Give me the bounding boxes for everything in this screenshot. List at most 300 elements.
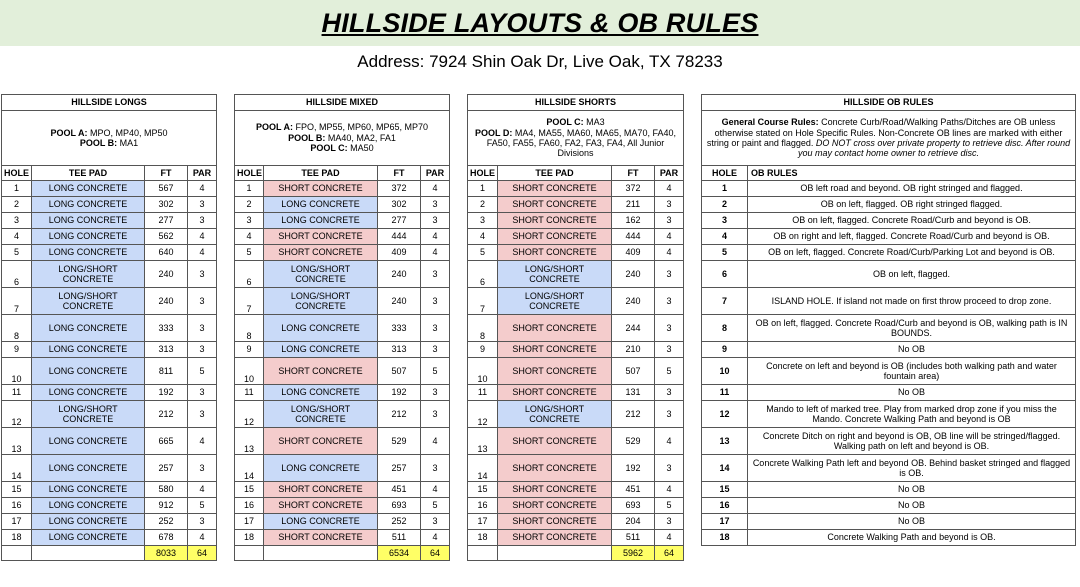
- tee-pad: SHORT CONCRETE: [498, 342, 612, 358]
- par-value: 3: [655, 288, 684, 315]
- hole-number: 8: [468, 315, 498, 342]
- table-row: [2, 245, 217, 261]
- par-value: 3: [655, 514, 684, 530]
- ob-rule: No OB: [748, 385, 1076, 401]
- distance-ft: 640: [145, 245, 188, 261]
- par-value: 4: [655, 229, 684, 245]
- table-row: [468, 482, 684, 498]
- tee-pad: SHORT CONCRETE: [498, 530, 612, 546]
- table-row: [468, 181, 684, 197]
- par-value: 3: [421, 514, 450, 530]
- table-row: [235, 288, 450, 315]
- tee-pad: LONG/SHORT CONCRETE: [498, 288, 612, 315]
- pool-line: [237, 143, 447, 153]
- table-row: [468, 401, 684, 428]
- ob-rule: OB on left, flagged. OB right stringed flagged.: [748, 197, 1076, 213]
- distance-ft: 912: [145, 498, 188, 514]
- pool-divisions: FPO, MP55, MP60, MP65, MP70: [292, 122, 429, 133]
- par-value: 3: [655, 385, 684, 401]
- pool-divisions: MPO, MP40, MP50: [87, 127, 168, 138]
- hole-number: 8: [235, 315, 264, 342]
- hole-number: 14: [2, 455, 32, 482]
- pool-line: [4, 138, 214, 148]
- tee-pad: SHORT CONCRETE: [498, 358, 612, 385]
- hole-number: 17: [235, 514, 264, 530]
- ob-rule: OB on right and left, flagged. Concrete Road/Curb and beyond is OB.: [748, 229, 1076, 245]
- table-row: [468, 385, 684, 401]
- table-row: [235, 401, 450, 428]
- hole-number: 10: [468, 358, 498, 385]
- tee-pad: LONG CONCRETE: [32, 514, 145, 530]
- total-par: 64: [421, 546, 450, 561]
- mixed-pools: [235, 111, 450, 166]
- hole-number: 4: [702, 229, 748, 245]
- hole-number: 1: [2, 181, 32, 197]
- pool-label: POOL C:: [310, 143, 348, 154]
- tee-pad-header: TEE PAD: [32, 166, 145, 181]
- shorts-table: [467, 94, 684, 561]
- table-row: [468, 245, 684, 261]
- longs-title: HILLSIDE LONGS: [2, 95, 217, 111]
- par-value: 3: [421, 197, 450, 213]
- tee-pad: LONG CONCRETE: [32, 358, 145, 385]
- table-row: [702, 342, 1076, 358]
- table-row: [2, 498, 217, 514]
- ob-rule: No OB: [748, 514, 1076, 530]
- table-row: [2, 288, 217, 315]
- table-row: [468, 455, 684, 482]
- par-value: 3: [188, 197, 217, 213]
- hole-number: 5: [2, 245, 32, 261]
- distance-ft: 333: [378, 315, 421, 342]
- pool-label: POOL B:: [288, 132, 326, 143]
- hole-number: 11: [235, 385, 264, 401]
- distance-ft: 252: [378, 514, 421, 530]
- distance-ft: 277: [145, 213, 188, 229]
- hole-header: HOLE: [468, 166, 498, 181]
- par-value: 3: [188, 385, 217, 401]
- tee-pad: LONG CONCRETE: [32, 342, 145, 358]
- tee-pad: LONG CONCRETE: [32, 455, 145, 482]
- pool-divisions: MA50: [347, 143, 374, 154]
- table-row: [702, 385, 1076, 401]
- hole-number: 3: [235, 213, 264, 229]
- distance-ft: 192: [145, 385, 188, 401]
- par-value: 4: [421, 428, 450, 455]
- pool-label: POOL A:: [50, 127, 88, 138]
- hole-number: 16: [235, 498, 264, 514]
- hole-number: 4: [235, 229, 264, 245]
- par-value: 5: [188, 498, 217, 514]
- distance-ft: 451: [378, 482, 421, 498]
- pool-label: POOL A:: [255, 122, 293, 133]
- table-row: [2, 385, 217, 401]
- tee-pad: SHORT CONCRETE: [498, 482, 612, 498]
- ob-rule: OB on left, flagged.: [748, 261, 1076, 288]
- table-row: [702, 315, 1076, 342]
- par-value: 3: [655, 261, 684, 288]
- table-row: [2, 181, 217, 197]
- hole-number: 14: [702, 455, 748, 482]
- par-header: PAR: [655, 166, 684, 181]
- distance-ft: 313: [145, 342, 188, 358]
- table-row: [2, 315, 217, 342]
- distance-ft: 244: [612, 315, 655, 342]
- distance-ft: 240: [378, 261, 421, 288]
- shorts-pools: [468, 111, 684, 166]
- table-row: [468, 530, 684, 546]
- distance-ft: 409: [378, 245, 421, 261]
- table-row: [235, 229, 450, 245]
- table-row: [2, 401, 217, 428]
- ob-rule: Mando to left of marked tree. Play from marked drop zone if you miss the Mando. Concrete Walking Path and beyond is OB: [748, 401, 1076, 428]
- hole-header: HOLE: [2, 166, 32, 181]
- table-row: [2, 358, 217, 385]
- par-value: 5: [421, 498, 450, 514]
- distance-ft: 257: [378, 455, 421, 482]
- distance-ft: 333: [145, 315, 188, 342]
- hole-number: 7: [2, 288, 32, 315]
- total-par: 64: [188, 546, 217, 561]
- par-value: 3: [655, 213, 684, 229]
- par-value: 3: [655, 315, 684, 342]
- table-row: [702, 482, 1076, 498]
- tee-pad: LONG/SHORT CONCRETE: [264, 401, 378, 428]
- distance-ft: 693: [612, 498, 655, 514]
- hole-number: 7: [468, 288, 498, 315]
- tee-pad: LONG CONCRETE: [32, 181, 145, 197]
- hole-header: HOLE: [702, 166, 748, 181]
- par-value: 4: [655, 428, 684, 455]
- par-value: 3: [655, 401, 684, 428]
- tee-pad: LONG/SHORT CONCRETE: [264, 288, 378, 315]
- address: Address: 7924 Shin Oak Dr, Live Oak, TX 78233: [357, 52, 723, 71]
- distance-ft: 240: [612, 288, 655, 315]
- hole-number: 1: [468, 181, 498, 197]
- hole-number: 6: [235, 261, 264, 288]
- par-value: 4: [421, 482, 450, 498]
- hole-number: 7: [702, 288, 748, 315]
- tee-pad: LONG/SHORT CONCRETE: [32, 288, 145, 315]
- hole-number: 15: [702, 482, 748, 498]
- hole-number: 1: [702, 181, 748, 197]
- par-value: 3: [188, 401, 217, 428]
- ft-header: FT: [612, 166, 655, 181]
- hole-number: 4: [2, 229, 32, 245]
- tee-pad: SHORT CONCRETE: [264, 181, 378, 197]
- ob-rule: Concrete Walking Path and beyond is OB.: [748, 530, 1076, 546]
- distance-ft: 240: [145, 288, 188, 315]
- hole-number: 12: [235, 401, 264, 428]
- tee-pad: LONG/SHORT CONCRETE: [32, 261, 145, 288]
- table-row: [2, 342, 217, 358]
- par-value: 4: [188, 482, 217, 498]
- par-value: 3: [421, 288, 450, 315]
- table-row: [702, 229, 1076, 245]
- ob-rule: No OB: [748, 482, 1076, 498]
- ft-header: FT: [378, 166, 421, 181]
- tee-pad: SHORT CONCRETE: [498, 213, 612, 229]
- par-value: 4: [188, 229, 217, 245]
- distance-ft: 529: [378, 428, 421, 455]
- distance-ft: 313: [378, 342, 421, 358]
- hole-number: 16: [2, 498, 32, 514]
- hole-number: 12: [702, 401, 748, 428]
- distance-ft: 562: [145, 229, 188, 245]
- distance-ft: 678: [145, 530, 188, 546]
- distance-ft: 409: [612, 245, 655, 261]
- distance-ft: 372: [612, 181, 655, 197]
- page-title: HILLSIDE LAYOUTS & OB RULES: [321, 7, 759, 38]
- par-value: 4: [421, 245, 450, 261]
- distance-ft: 580: [145, 482, 188, 498]
- table-row: [235, 213, 450, 229]
- table-row: [468, 229, 684, 245]
- tee-pad: SHORT CONCRETE: [264, 428, 378, 455]
- hole-number: 10: [235, 358, 264, 385]
- hole-number: 5: [235, 245, 264, 261]
- hole-number: 16: [468, 498, 498, 514]
- par-value: 5: [655, 498, 684, 514]
- par-value: 5: [655, 358, 684, 385]
- hole-number: 7: [235, 288, 264, 315]
- distance-ft: 511: [612, 530, 655, 546]
- distance-ft: 511: [378, 530, 421, 546]
- hole-number: 6: [702, 261, 748, 288]
- hole-number: 3: [2, 213, 32, 229]
- general-label: General Course Rules:: [721, 117, 819, 128]
- par-value: 3: [655, 342, 684, 358]
- tee-pad: LONG CONCRETE: [32, 245, 145, 261]
- longs-pools: [2, 111, 217, 166]
- pool-line: [470, 117, 681, 127]
- table-row: [235, 428, 450, 455]
- hole-number: 5: [468, 245, 498, 261]
- table-row: [235, 358, 450, 385]
- hole-number: 8: [2, 315, 32, 342]
- distance-ft: 192: [378, 385, 421, 401]
- hole-number: 11: [468, 385, 498, 401]
- hole-number: 2: [235, 197, 264, 213]
- hole-number: 11: [2, 385, 32, 401]
- hole-number: 3: [702, 213, 748, 229]
- pool-line: [4, 128, 214, 138]
- hole-number: 12: [2, 401, 32, 428]
- table-row: [235, 342, 450, 358]
- table-row: [702, 530, 1076, 546]
- tee-pad: LONG CONCRETE: [264, 514, 378, 530]
- hole-number: 17: [468, 514, 498, 530]
- tee-pad: LONG CONCRETE: [264, 197, 378, 213]
- hole-number: 15: [2, 482, 32, 498]
- tee-pad: LONG CONCRETE: [32, 482, 145, 498]
- hole-number: 13: [468, 428, 498, 455]
- par-value: 3: [421, 213, 450, 229]
- par-value: 4: [421, 181, 450, 197]
- par-header: PAR: [188, 166, 217, 181]
- table-row: [468, 428, 684, 455]
- hole-number: 14: [235, 455, 264, 482]
- tee-pad: LONG CONCRETE: [32, 530, 145, 546]
- table-row: [235, 315, 450, 342]
- tee-pad: SHORT CONCRETE: [498, 245, 612, 261]
- table-row: [235, 385, 450, 401]
- par-value: 3: [188, 315, 217, 342]
- distance-ft: 204: [612, 514, 655, 530]
- distance-ft: 240: [378, 288, 421, 315]
- table-row: [2, 261, 217, 288]
- hole-number: 17: [2, 514, 32, 530]
- table-row: [468, 514, 684, 530]
- pool-divisions: MA3: [583, 117, 605, 128]
- distance-ft: 693: [378, 498, 421, 514]
- hole-number: 9: [235, 342, 264, 358]
- mixed-table: [234, 94, 450, 561]
- tee-pad: LONG CONCRETE: [32, 385, 145, 401]
- table-row: [2, 455, 217, 482]
- ob-rule: No OB: [748, 498, 1076, 514]
- hole-number: 2: [468, 197, 498, 213]
- table-row: [2, 229, 217, 245]
- par-value: 4: [421, 530, 450, 546]
- table-row: [702, 245, 1076, 261]
- distance-ft: 529: [612, 428, 655, 455]
- hole-number: 15: [468, 482, 498, 498]
- total-ft: 6534: [378, 546, 421, 561]
- hole-number: 9: [702, 342, 748, 358]
- table-row: [235, 455, 450, 482]
- par-header: PAR: [421, 166, 450, 181]
- hole-number: 13: [702, 428, 748, 455]
- table-row: [2, 530, 217, 546]
- distance-ft: 507: [612, 358, 655, 385]
- total-par: 64: [655, 546, 684, 561]
- tee-pad: LONG/SHORT CONCRETE: [264, 261, 378, 288]
- tee-pad: SHORT CONCRETE: [498, 428, 612, 455]
- pool-label: POOL C:: [546, 117, 584, 128]
- hole-number: 18: [702, 530, 748, 546]
- par-value: 3: [188, 288, 217, 315]
- distance-ft: 302: [378, 197, 421, 213]
- table-row: [235, 245, 450, 261]
- table-row: [468, 288, 684, 315]
- par-value: 4: [188, 428, 217, 455]
- table-row: [2, 514, 217, 530]
- table-row: [702, 428, 1076, 455]
- par-value: 3: [655, 197, 684, 213]
- tee-pad: LONG CONCRETE: [264, 342, 378, 358]
- title-bar: [0, 0, 1080, 46]
- tee-pad: SHORT CONCRETE: [264, 245, 378, 261]
- hole-number: 10: [2, 358, 32, 385]
- hole-number: 18: [468, 530, 498, 546]
- distance-ft: 212: [378, 401, 421, 428]
- distance-ft: 507: [378, 358, 421, 385]
- tee-pad: SHORT CONCRETE: [498, 385, 612, 401]
- distance-ft: 252: [145, 514, 188, 530]
- mixed-title: HILLSIDE MIXED: [235, 95, 450, 111]
- tee-pad: LONG CONCRETE: [32, 428, 145, 455]
- table-row: [702, 213, 1076, 229]
- tee-pad: SHORT CONCRETE: [498, 229, 612, 245]
- total-ft: 8033: [145, 546, 188, 561]
- tee-pad: LONG CONCRETE: [32, 229, 145, 245]
- hole-number: 9: [468, 342, 498, 358]
- table-row: [235, 514, 450, 530]
- par-value: 4: [655, 245, 684, 261]
- tee-pad: SHORT CONCRETE: [498, 498, 612, 514]
- tee-pad: SHORT CONCRETE: [498, 514, 612, 530]
- distance-ft: 302: [145, 197, 188, 213]
- pool-line: [237, 133, 447, 143]
- table-row: [235, 482, 450, 498]
- general-text: Concrete Curb/Road/Walking Paths/Ditches are OB unless otherwise stated on Hole Specific Rules. Non-Concrete OB lines are marked with either string or paint and flagged.: [706, 117, 1063, 148]
- table-row: [468, 213, 684, 229]
- table-row: [235, 530, 450, 546]
- tee-pad: LONG CONCRETE: [264, 213, 378, 229]
- par-value: 3: [188, 213, 217, 229]
- hole-number: 4: [468, 229, 498, 245]
- tee-pad: LONG CONCRETE: [32, 498, 145, 514]
- table-row: [2, 428, 217, 455]
- hole-number: 15: [235, 482, 264, 498]
- pool-line: [470, 128, 681, 159]
- distance-ft: 131: [612, 385, 655, 401]
- pool-divisions: MA40, MA2, FA1: [325, 132, 396, 143]
- pool-label: POOL B:: [79, 138, 118, 148]
- distance-ft: 192: [612, 455, 655, 482]
- hole-number: 6: [2, 261, 32, 288]
- par-value: 3: [188, 455, 217, 482]
- hole-number: 17: [702, 514, 748, 530]
- table-row: [702, 514, 1076, 530]
- ob-title: HILLSIDE OB RULES: [702, 95, 1076, 111]
- pool-label: POOL D:: [475, 127, 513, 138]
- table-row: [468, 261, 684, 288]
- table-row: [468, 197, 684, 213]
- pool-line: [237, 122, 447, 132]
- par-value: 3: [655, 455, 684, 482]
- par-value: 3: [421, 401, 450, 428]
- distance-ft: 257: [145, 455, 188, 482]
- tee-pad: SHORT CONCRETE: [264, 358, 378, 385]
- hole-number: 18: [235, 530, 264, 546]
- tee-pad: LONG/SHORT CONCRETE: [32, 401, 145, 428]
- table-row: [2, 197, 217, 213]
- ob-rule: OB left road and beyond. OB right stringed and flagged.: [748, 181, 1076, 197]
- table-row: [702, 181, 1076, 197]
- tee-pad: LONG/SHORT CONCRETE: [498, 261, 612, 288]
- hole-number: 14: [468, 455, 498, 482]
- table-row: [2, 213, 217, 229]
- table-row: [235, 261, 450, 288]
- tee-pad: SHORT CONCRETE: [264, 229, 378, 245]
- hole-number: 2: [702, 197, 748, 213]
- hole-number: 16: [702, 498, 748, 514]
- tee-pad: LONG CONCRETE: [32, 315, 145, 342]
- table-row: [2, 482, 217, 498]
- par-value: 4: [188, 181, 217, 197]
- table-row: [702, 455, 1076, 482]
- par-value: 3: [421, 455, 450, 482]
- shorts-title: HILLSIDE SHORTS: [468, 95, 684, 111]
- distance-ft: 212: [612, 401, 655, 428]
- par-value: 3: [188, 342, 217, 358]
- par-value: 3: [421, 315, 450, 342]
- tee-pad: LONG CONCRETE: [264, 385, 378, 401]
- tee-pad: LONG CONCRETE: [32, 197, 145, 213]
- ob-rule: No OB: [748, 342, 1076, 358]
